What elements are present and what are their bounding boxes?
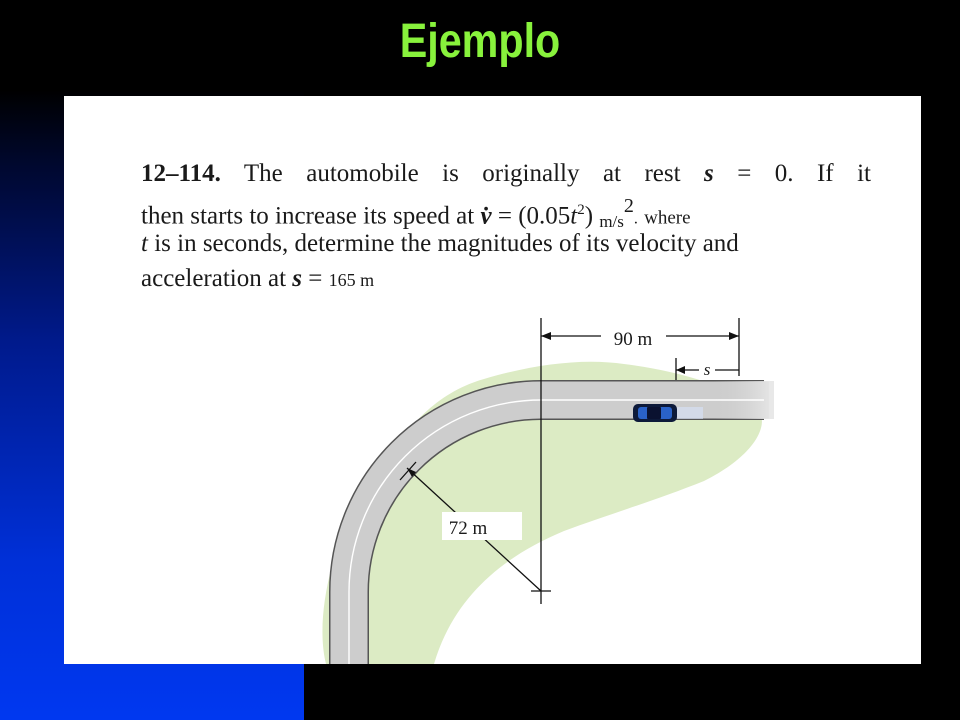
problem-line-1-eq: = 0. If it — [713, 160, 871, 187]
label-s: s — [703, 360, 711, 379]
unit-dot: . — [633, 210, 638, 228]
exponent: 2 — [577, 202, 585, 218]
close-paren: ) — [584, 202, 594, 230]
variable-vdot: v̇ — [480, 202, 492, 230]
variable-t: t — [570, 202, 578, 230]
problem-line-2-eq: = (0.05 — [491, 202, 571, 230]
problem-panel — [64, 96, 921, 664]
label-72m: 72 m — [448, 518, 488, 539]
problem-line-1-text: The automobile is originally at rest — [243, 160, 681, 187]
variable-s-2: s — [292, 265, 303, 292]
where-word: where — [644, 207, 691, 229]
problem-number: 12–114. — [141, 160, 221, 187]
road-figure — [64, 96, 921, 664]
problem-line-3-text: is in seconds, determine the magnitudes of its velocity and — [147, 230, 739, 257]
target-distance: 165 m — [328, 270, 375, 290]
accel-unit: m/s — [599, 212, 624, 232]
variable-t-2: t — [141, 230, 148, 257]
label-90m: 90 m — [613, 329, 653, 350]
problem-line-4-eq: = — [302, 265, 329, 292]
variable-s: s — [704, 160, 714, 187]
slide-title: Ejemplo — [399, 15, 561, 68]
unit-exponent: 2 — [623, 195, 634, 217]
problem-line-2-text: then starts to increase its speed at — [141, 202, 475, 230]
problem-line-4-text: acceleration at — [141, 265, 293, 292]
